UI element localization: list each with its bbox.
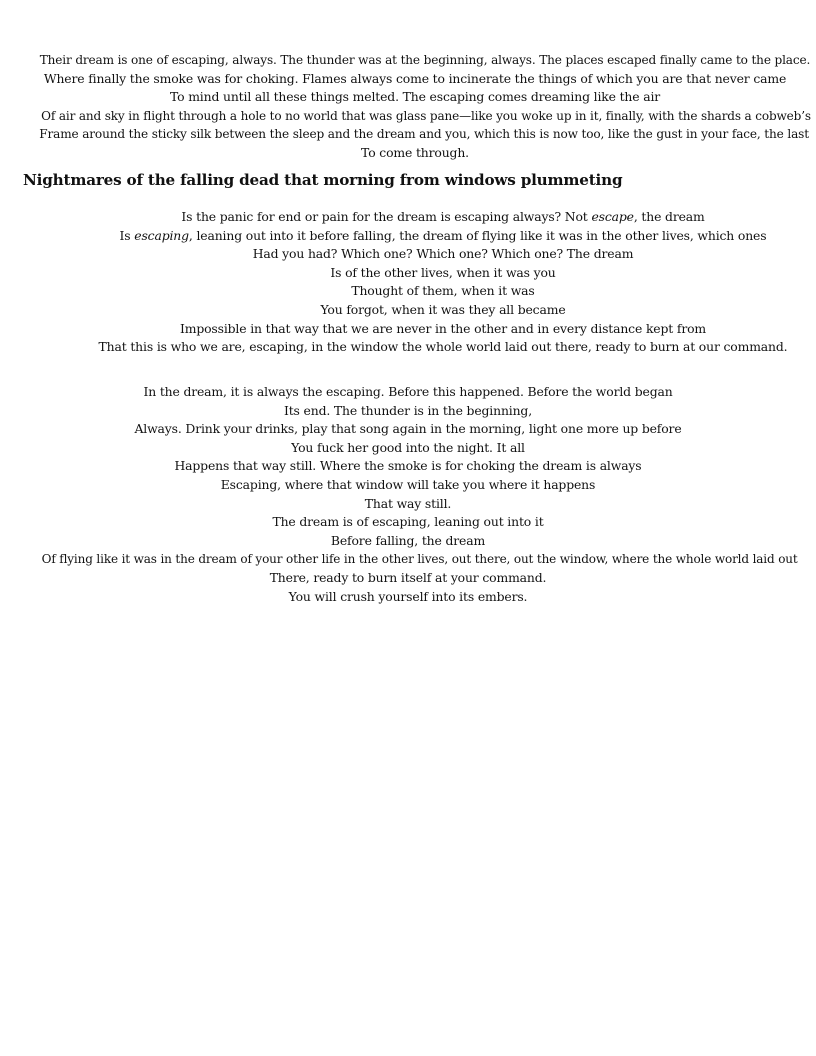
poem-line: Of air and sky in flight through a hole to no world that was glass pane—like you woke up in it, finally, with the shards a cobweb’s	[41, 107, 811, 123]
italic-word: escape	[591, 209, 634, 224]
poem-line: Happens that way still. Where the smoke is for choking the dream is always	[174, 458, 642, 474]
line-text: , the dream	[633, 209, 705, 224]
poem-line: To mind until all these things melted. The escaping comes dreaming like the air	[169, 89, 661, 105]
section-heading: Nightmares of the falling dead that morning from windows plummeting	[23, 171, 623, 189]
poem-line: Impossible in that way that we are never in the other and in every distance kept from	[179, 320, 707, 336]
poem-line: That way still.	[364, 495, 452, 511]
poem-line: Thought of them, when it was	[351, 283, 535, 299]
poem-line: Its end. The thunder is in the beginning,	[283, 402, 532, 418]
line-text: , leaning out into it before falling, the dream of flying like it was in the other lives, which ones	[188, 227, 767, 243]
stanza-1	[30, 51, 811, 163]
poem-line: Their dream is one of escaping, always. The thunder was at the beginning, always. The places escaped finally came to the place.	[39, 52, 811, 67]
italic-word: escaping	[134, 227, 189, 243]
poem-line: You forgot, when it was they all became	[320, 301, 566, 317]
poem-line: Before falling, the dream	[330, 532, 486, 548]
stanza-3	[30, 383, 798, 606]
poem-line: Escaping, where that window will take you where it happens	[220, 476, 596, 492]
poem-line: Always. Drink your drinks, play that song again in the morning, light one more up before	[134, 421, 682, 437]
poem-line: Is of the other lives, when it was you	[330, 264, 556, 280]
poem-line: You fuck her good into the night. It all	[291, 439, 525, 455]
poem-line: Frame around the sticky silk between the sleep and the dream and you, which this is now too, like the gust in your face, the last	[39, 126, 809, 142]
poem-line	[60, 208, 816, 227]
line-text: Is	[119, 227, 135, 243]
poem-line: In the dream, it is always the escaping. Before this happened. Before the world began	[143, 384, 673, 399]
poem-line: To come through.	[361, 144, 469, 160]
poem-line: Had you had? Which one? Which one? Which one? The dream	[252, 246, 634, 262]
poem-line: Of flying like it was in the dream of your other life in the other lives, out there, out the window, where the whole world laid out	[41, 551, 798, 567]
stanza-2	[60, 208, 816, 357]
poem-line: That this is who we are, escaping, in the window the whole world laid out there, ready to burn at our command.	[98, 339, 788, 355]
poem-line: There, ready to burn itself at your command.	[269, 569, 547, 585]
poem-line: Where finally the smoke was for choking. Flames always come to incinerate the things of which you are that never came	[43, 70, 787, 86]
poem-line	[60, 227, 816, 246]
line-text: Is the panic for end or pain for the dream is escaping always? Not	[181, 209, 592, 224]
poem-line: You will crush yourself into its embers.	[288, 588, 528, 604]
poem-line: The dream is of escaping, leaning out into it	[272, 514, 544, 530]
